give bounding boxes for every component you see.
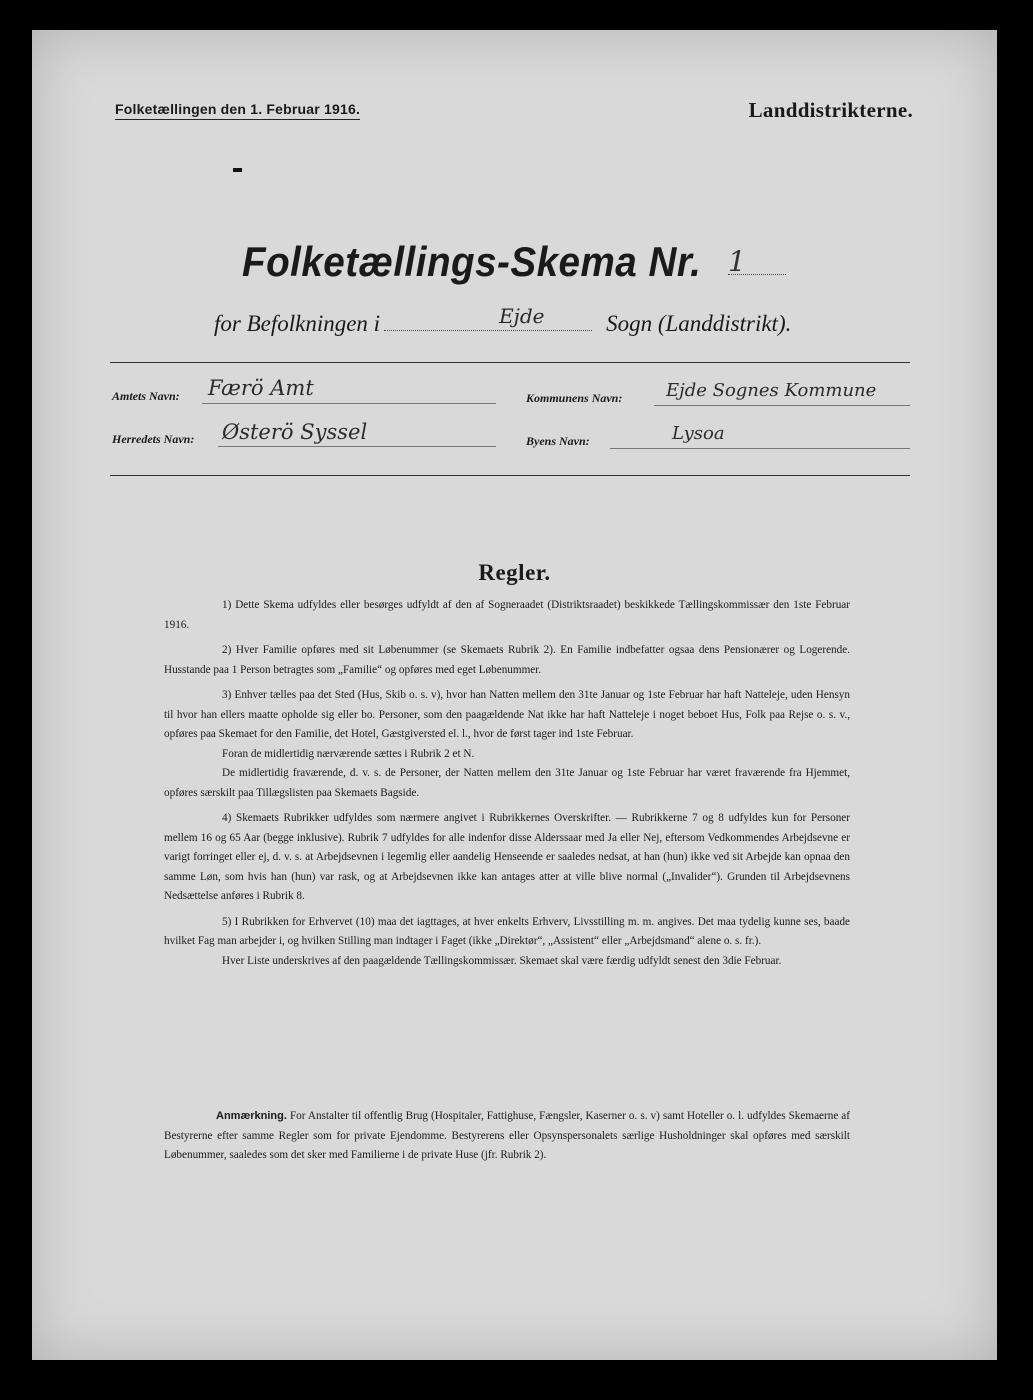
note-paragraph [164,1107,850,1166]
kommune-label: Kommunens Navn: [526,391,623,405]
population-suffix: Sogn (Landdistrikt). [606,311,792,336]
rule-4: 4) Skemaets Rubrikker udfyldes som nærmere angivet i Rubrikkernes Overskrifter. — Rubrikkerne 7 og 8 udfyldes kun for Personer mellem 16 og 65 Aar (begge inklusive). Rubrik 7 udfyldes for alle indenfor disse Alderssaar med Ja eller Nej, eftersom Vedkommendes Arbejdsevne er varigt forringet eller ej, d. v. s. at Arbejdsevnen i legemlig eller aandelig Henseende er saaledes nedsat, at han (hun) ikke ved sit Arbejde kan opnaa den samme Løn, som hvis han (hun) var rask, og at Arbejdsevnen ikke kan antages atter at ville blive normal („Invalider“). Grunden til Arbejdsevnens Nedsættelse anføres i Rubrik 8. [164,812,850,902]
census-date-header: Folketællingen den 1. Februar 1916. [115,101,360,120]
ink-mark [233,168,242,172]
herred-line [218,446,496,447]
form-title: Folketællings-Skema Nr. [242,238,702,285]
top-rule [110,362,910,363]
note-label: Anmærkning. [216,1110,287,1122]
rule-3: 3) Enhver tælles paa det Sted (Hus, Skib o. s. v), hvor han Natten mellem den 31te Januar og 1ste Februar har haft Natteleje, uden Hensyn til hvor han ellers maatte opholde sig eller bo. Personer, som den paagældende Nat ikke har haft Natteleje i noget beboet Hus, Folk paa Rejse o. s. v., opføres paa Skemaet for den Familie, det Hotel, Gæstgiversted el. l., hvor de først tager ind 1ste Februar. [164,689,850,740]
herred-value: Østerö Syssel [222,420,368,444]
rule-1: 1) Dette Skema udfyldes eller besørges udfyldt af den af Sogneraadet (Distriktsraadet) beskikkede Tællingskommissær den 1ste Februar 1916. [164,599,850,631]
rule-2: 2) Hver Familie opføres med sit Løbenummer (se Skemaets Rubrik 2). En Familie indbefatter ogsaa dens Pensionærer og Logerende. Husstande paa 1 Person betragtes som „Familie“ og opføres med eget Løbenummer. [164,644,850,676]
rules-heading: Regler. [478,560,551,585]
bottom-rule [110,475,910,476]
amt-label: Amtets Navn: [112,389,180,403]
note [164,1107,850,1166]
by-line [610,448,910,449]
kommune-value: Ejde Sognes Kommune [666,380,877,401]
amt-value: Færö Amt [208,376,314,400]
rules-list [164,596,850,977]
parish-fill [384,304,592,331]
population-line [214,304,792,337]
kommune-line [654,405,910,406]
parish-value: Ejde [499,304,545,328]
district-type-header: Landdistrikterne. [748,98,913,122]
rule-5: 5) I Rubrikken for Erhvervet (10) maa det iagttages, at hver enkelts Erhverv, Livsstilling m. m. angives. Det maa tydelig kunne ses, baade hvilket Fag man arbejder i, og hvilken Stilling man indtager i Faget (ikke „Direktør“, „Assistent“ eller „Arbejdsmand“ alene o. s. fr.). [164,915,850,947]
note-text: For Anstalter til offentlig Brug (Hospitaler, Fattighuse, Fængsler, Kaserner o. s. v) samt Hoteller o. l. udfyldes Skemaerne af Bestyrerne efter samme Regler som for private Ejendomme. Bestyrerens eller Opsynspersonalets særlige Husholdninger skal opføres med særskilt Løbenummer, saaledes som det sker med Familierne i de private Huse (jfr. Rubrik 2). [164,1110,850,1161]
rule-3-absent: De midlertidig fraværende, d. v. s. de Personer, der Natten mellem den 31te Januar og 1ste Februar har været fraværende fra Hjemmet, opføres særskilt paa Tillægslisten paa Skemaets Bagside. [164,767,850,799]
population-prefix: for Befolkningen i [214,311,381,336]
rule-3-present: Foran de midlertidig nærværende sættes i Rubrik 2 et N. [222,747,475,760]
herred-label: Herredets Navn: [112,432,195,446]
form-number-line [728,274,786,275]
form-number: 1 [728,245,746,278]
census-form-page [32,30,997,1360]
by-value: Lysoa [672,423,725,444]
rule-signature: Hver Liste underskrives af den paagældende Tællingskommissær. Skemaet skal være færdig udfyldt senest den 3die Februar. [222,954,782,967]
amt-line [202,403,496,404]
by-label: Byens Navn: [526,434,590,448]
